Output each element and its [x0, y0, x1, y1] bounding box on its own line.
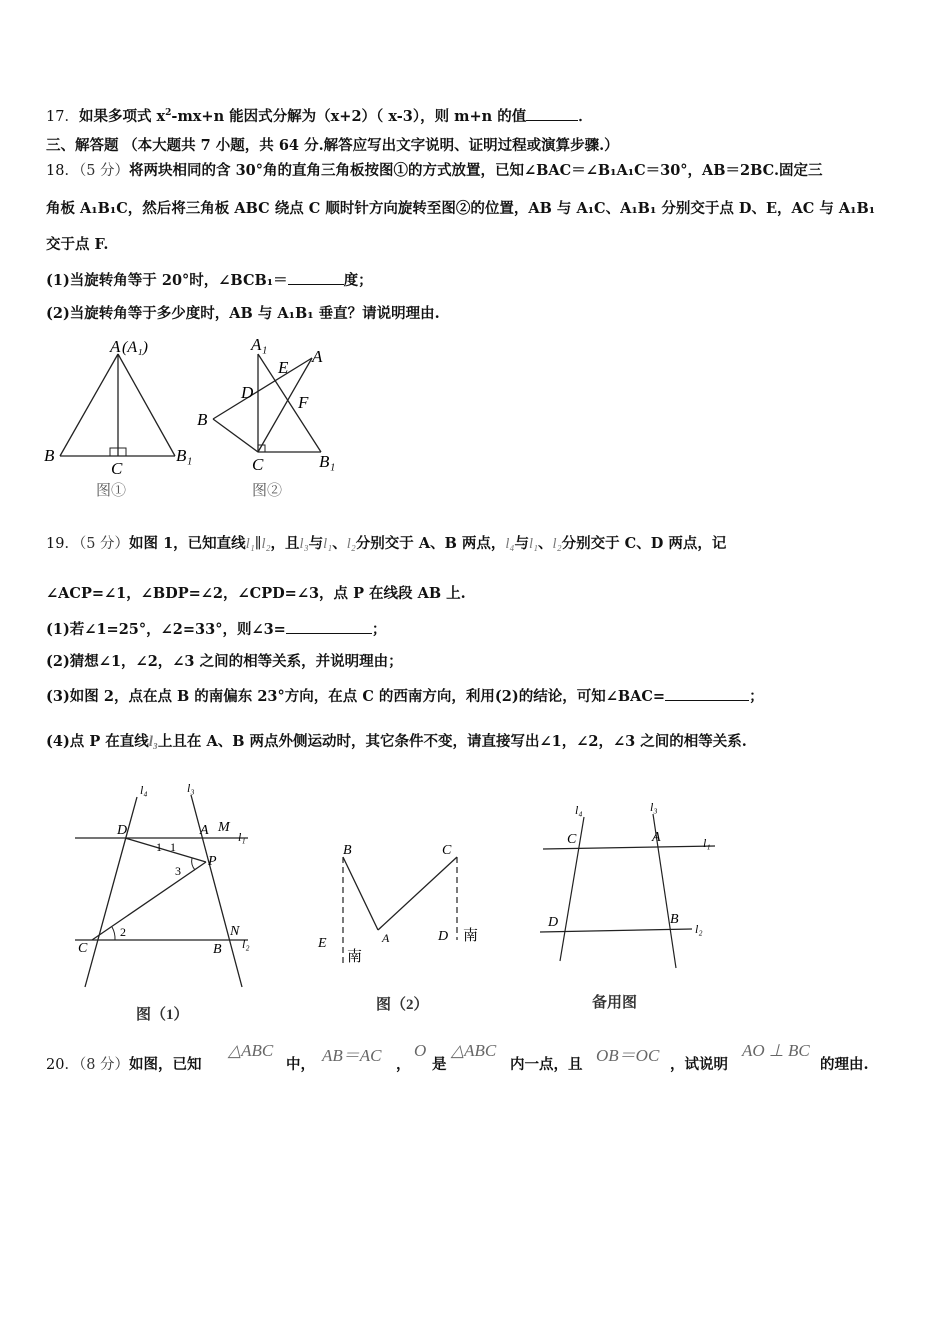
fig2-label-E: E: [318, 936, 327, 951]
q18-part1-unit: 度；: [343, 272, 373, 289]
q19-sym-l1c: l₁: [528, 536, 539, 552]
fig1-caption: 图①: [96, 483, 127, 499]
fig2-label-D: D: [438, 929, 449, 944]
fig3-line-l2: [540, 929, 692, 932]
q17-text-a: 如果多项式 x: [78, 107, 166, 125]
q19-part3-text: (3)如图 2，点在点 B 的南偏东 23°方向，在点 C 的西南方向，利用(2)的结论，可知∠BAC=: [46, 688, 666, 705]
fig1-label-two: 2: [120, 925, 126, 939]
q20-text-1: 如图，已知: [129, 1056, 202, 1073]
fig2-label-C: C: [252, 455, 264, 474]
fig3-label-C: C: [567, 832, 577, 847]
fig3-label-A: A: [652, 830, 661, 845]
q19-text-g: 、: [538, 535, 553, 552]
q20-number: 20．: [46, 1057, 79, 1073]
q20-text-4: 是: [432, 1056, 447, 1073]
q18-fig1: [44, 337, 192, 499]
q20-math-ab-eq-ac: AB＝AC: [322, 1046, 382, 1065]
fig1-label-A: A: [200, 823, 209, 838]
fig2-segment-ba: [343, 857, 378, 930]
fig3-label-B: B: [670, 912, 679, 927]
fig1-angle-3-arc: [192, 858, 195, 870]
fig2-label-D: D: [241, 383, 254, 402]
q19-part1-text: (1)若∠1=25°，∠2=33°，则∠3=: [46, 621, 286, 638]
fig1-line-l4: [85, 797, 137, 987]
fig3-label-l4: l₄: [575, 803, 583, 817]
fig1-label-B1: B₁: [176, 446, 193, 465]
fig2-label-B: B: [197, 410, 208, 429]
fig1-label-M: M: [218, 820, 230, 835]
fig1-side-ab: [60, 354, 118, 456]
fig1-label-one-a: 1: [156, 840, 162, 854]
fig2-label-A1: A₁: [251, 335, 268, 354]
fig1-label-l1: l₁: [238, 830, 246, 844]
q19-sym-l2b: l₂: [346, 536, 356, 552]
fig1-angle-2-arc: [112, 927, 115, 940]
section3-heading: [46, 136, 619, 156]
q20-text-7: 的理由.: [820, 1056, 869, 1073]
q19-number: 19．: [46, 536, 79, 552]
q18-line3: 交于点 F.: [46, 236, 109, 253]
fig2-a1b1: [258, 354, 321, 452]
q20-text-6: ，试说明: [670, 1056, 728, 1073]
fig1-label-l2: l₂: [242, 937, 250, 951]
q19-text-d: 、: [332, 535, 347, 552]
q19-sym-l1: l₁: [245, 536, 255, 552]
fig1-label-A: A: [110, 337, 121, 356]
fig1-label-l3: l₃: [187, 781, 195, 795]
q20-math-ob-eq-oc: OB＝OC: [596, 1046, 660, 1065]
fig1-label-N: N: [230, 924, 240, 939]
q19-sym-l2: l₂: [261, 536, 271, 552]
fig1-label-one-b: 1: [170, 840, 176, 854]
fig1-line-l3: [191, 795, 242, 987]
fig1-label-l4: l₄: [140, 783, 148, 797]
q19-sym-l2c: l₂: [552, 536, 562, 552]
q18-part2: (2)当旋转角等于多少度时，AB 与 A₁B₁ 垂直？请说明理由.: [46, 305, 440, 322]
q19-line2: ∠ACP=∠1，∠BDP=∠2，∠CPD=∠3，点 P 在线段 AB 上.: [46, 585, 466, 602]
q18-figures: [40, 332, 350, 502]
q20-math-triangle-abc-2: △ABC: [451, 1041, 497, 1060]
fig2-label-A: A: [312, 347, 323, 366]
q18-number: 18．: [46, 163, 79, 179]
q17-end: ．: [578, 107, 593, 125]
q19-part1-blank[interactable]: [286, 619, 372, 634]
fig1-side-ab1: [118, 354, 175, 456]
q19-figures: [60, 775, 740, 1030]
q20-math-o: O: [414, 1041, 427, 1060]
q17-number: 17．: [46, 108, 79, 125]
q19-fig3: [540, 800, 715, 1011]
q18-part1-text: (1)当旋转角等于 20°时，∠BCB₁＝: [46, 272, 288, 289]
q17-sup: 2: [165, 108, 172, 118]
q20-text-3: ，: [396, 1056, 411, 1073]
q20-math-ao-perp-bc: AO ⊥ BC: [742, 1041, 810, 1060]
q20-math-triangle-abc: △ABC: [228, 1041, 274, 1060]
q18-part1: [46, 270, 373, 291]
q19-sym-l1b: l₁: [323, 536, 333, 552]
fig2-label-B: B: [343, 843, 352, 858]
q19-sym-l3: l₃: [299, 536, 309, 552]
q19-text-c: 与: [308, 535, 324, 552]
fig1-label-D: D: [117, 823, 128, 838]
fig1-right-angle-right: [118, 448, 126, 456]
fig1-label-B: B: [213, 942, 222, 957]
fig1-label-P: P: [208, 854, 217, 869]
q17-answer-blank[interactable]: [526, 106, 578, 121]
q19-fig1: [75, 781, 250, 1023]
fig3-label-l3: l₃: [650, 800, 658, 814]
fig3-label-l1: l₁: [703, 836, 711, 850]
q19-part4-sym-l3: l₃: [148, 734, 158, 750]
q19-sym-l4: l₄: [505, 536, 515, 552]
fig1-right-angle-left: [110, 448, 118, 456]
q18-line2: 角板 A₁B₁C，然后将三角板 ABC 绕点 C 顺时针方向旋转至图②的位置，AB 与 A₁C、A₁B₁ 分别交于点 D、E，AC 与 A₁B₁: [46, 200, 876, 217]
q17-text-b: -mx+n 能因式分解为（x+2）（ x-3），则 m+n 的值: [171, 107, 527, 125]
fig2-label-E: E: [278, 358, 289, 377]
fig1-label-C: C: [111, 459, 123, 478]
q19-part4-text-a: (4)点 P 在直线: [46, 733, 149, 750]
q19-fig3-caption: 备用图: [592, 995, 638, 1011]
fig1-label-three: 3: [175, 864, 181, 878]
q19-part1-end: ；: [371, 621, 387, 638]
q20-score: （8 分）: [78, 1057, 130, 1073]
q20-line: [46, 1055, 202, 1075]
q18-line1: [46, 161, 823, 181]
q19-part4-text-b: 上且在 A、B 两点外侧运动时，其它条件不变，请直接写出∠1，∠2，∠3 之间的相等关系.: [157, 733, 747, 750]
q18-text-1: 将两块相同的含 30°角的直角三角板按图①的方式放置，已知∠BAC＝∠B₁A₁C＝30°，AB＝2BC.固定三: [129, 162, 823, 179]
q19-part1: [46, 619, 386, 640]
fig2-bc: [213, 419, 258, 452]
fig1-label-C: C: [78, 941, 88, 956]
fig2-label-A: A: [382, 931, 390, 945]
section3-title: 三、解答题: [46, 137, 119, 154]
q19-part3: [46, 686, 764, 707]
q19-line1: [46, 534, 726, 554]
fig1-segment-dp: [125, 838, 206, 862]
q20-text-2: 中，: [286, 1056, 315, 1073]
fig2-label-F: F: [298, 393, 309, 412]
q19-part3-end: ；: [749, 688, 764, 705]
q17-line: [46, 103, 593, 127]
q19-fig2: [317, 843, 478, 1013]
fig2-caption: 图②: [252, 483, 283, 499]
section3-note: （本大题共 7 小题，共 64 分.解答应写出文字说明、证明过程或演算步骤.）: [123, 137, 619, 154]
fig2-label-south-left: 南: [347, 949, 363, 965]
fig3-label-l2: l₂: [695, 922, 703, 936]
q20-text-5: 内一点，且: [510, 1056, 583, 1073]
fig1-label-B: B: [44, 446, 55, 465]
q19-text-f: 与: [514, 535, 529, 552]
q19-part2: (2)猜想∠1，∠2，∠3 之间的相等关系，并说明理由；: [46, 653, 403, 670]
q19-text-a: 如图 1，已知直线: [129, 535, 246, 552]
q19-text-h: 分别交于 C、D 两点，记: [561, 535, 727, 552]
q19-parallel: ∥: [254, 536, 262, 552]
q19-part4: [46, 732, 747, 752]
q19-part3-blank[interactable]: [665, 686, 749, 701]
fig2-label-south-right: 南: [463, 928, 479, 944]
q19-fig2-caption: 图（2）: [376, 997, 429, 1013]
fig1-label-A1: (A₁): [122, 339, 148, 356]
fig2-label-C: C: [442, 843, 452, 858]
q18-part1-blank[interactable]: [288, 270, 344, 285]
fig3-label-D: D: [548, 915, 559, 930]
q19-fig1-caption: 图（1）: [136, 1007, 189, 1023]
q18-score: （5 分）: [78, 163, 130, 179]
q19-text-e: 分别交于 A、B 两点，: [355, 535, 506, 552]
fig2-label-B1: B₁: [319, 452, 336, 471]
q18-fig2: [197, 335, 335, 499]
q19-score: （5 分）: [78, 536, 130, 552]
fig2-segment-ac: [378, 857, 457, 930]
q19-text-b: ，且: [270, 535, 300, 552]
